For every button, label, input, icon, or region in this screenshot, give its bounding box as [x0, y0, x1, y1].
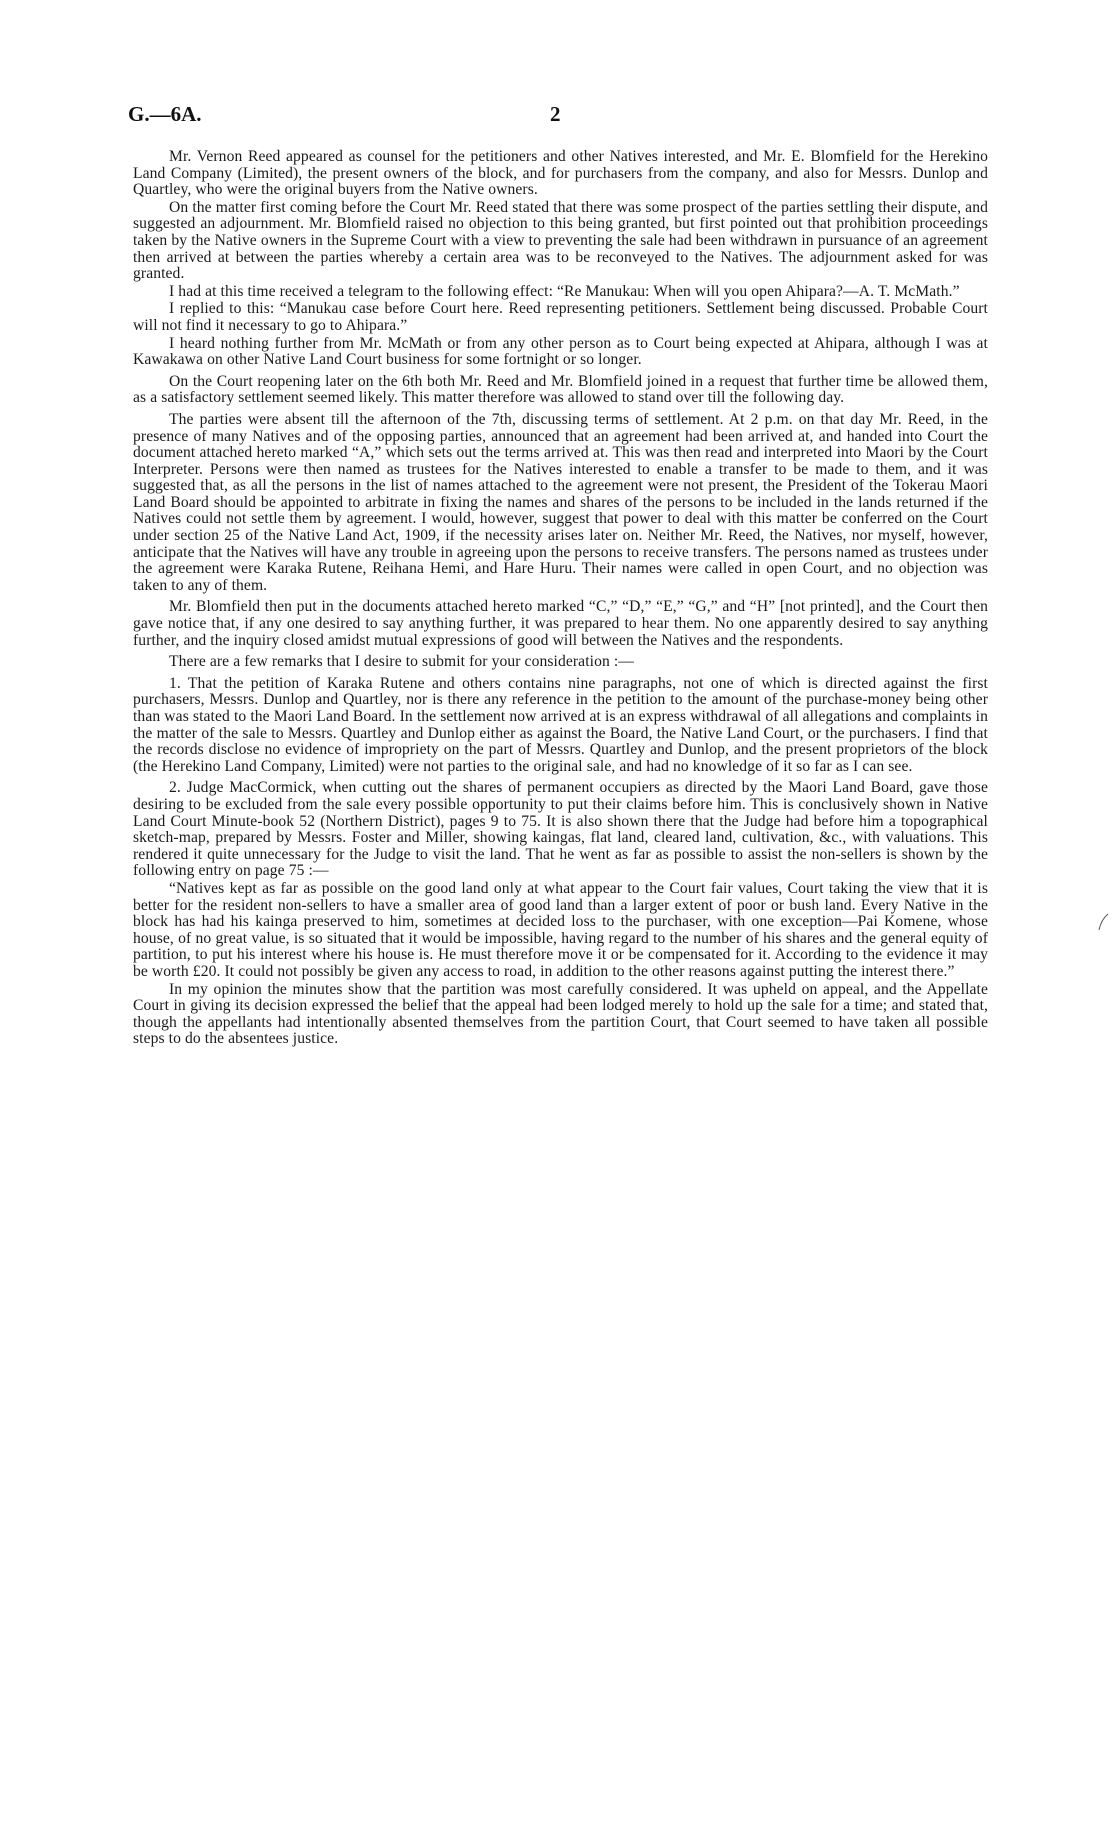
- paragraph-ahipara: I heard nothing further from Mr. McMath or from any other person as to Court being expected at Ahipara, although I was at Kawakawa on other Native Land Court business for some fortnight or so longer.: [133, 334, 988, 369]
- margin-mark: [1097, 912, 1109, 932]
- paragraph-documents: Mr. Blomfield then put in the documents attached hereto marked “C,” “D,” “E,” “G,” and “H” [not printed], and the Court then gave notice that, if any one desired to say anything further, it was prepared to hear them. No one apparently desired to say anything further, and the inquiry closed amidst mutual expressions of good will between the Natives and the respondents.: [133, 598, 988, 649]
- paragraph-remarks-intro: There are a few remarks that I desire to submit for your consideration :—: [169, 653, 634, 671]
- paragraph-remark-2: 2. Judge MacCormick, when cutting out the shares of permanent occupiers as directed by the Maori Land Board, gave those desiring to be excluded from the sale every possible opportunity to put their claims before him. This is conclusively shown in Native Land Court Minute-book 52 (Northern District), pages 9 to 75. It is also shown there that the Judge had before him a topographical sketch-map, prepared by Messrs. Foster and Miller, showing kaingas, flat land, cleared land, cultivation, &c., with valuations. This rendered it quite unnecessary for the Judge to visit the land. That he went as far as possible to assist the non-sellers is shown by the following entry on page 75 :—: [133, 779, 988, 880]
- paragraph-reply: I replied to this: “Manukau case before Court here. Reed representing petitioners. Settlement being discussed. Probable Court will not find it necessary to go to Ahipara.”: [133, 300, 988, 334]
- paragraph-telegram: I had at this time received a telegram to the following effect: “Re Manukau: When will you open Ahipara?—A. T. McMath.”: [169, 282, 960, 300]
- document-body: [133, 149, 988, 1053]
- paragraph-court-reopening: On the Court reopening later on the 6th both Mr. Reed and Mr. Blomfield joined in a request that further time be allowed them, as a satisfactory settlement seemed likely. This matter therefore was allowed to stand over till the following day.: [133, 372, 988, 407]
- paragraph-adjournment: On the matter first coming before the Court Mr. Reed stated that there was some prospect of the parties settling their dispute, and suggested an adjournment. Mr. Blomfield raised no objection to this being granted, but first pointed out that prohibition proceedings taken by the Native owners in the Supreme Court with a view to preventing the sale had been withdrawn in pursuance of an agreement then arrived at between the parties whereby a certain area was to be reconveyed to the Natives. The adjournment asked for was granted.: [133, 198, 988, 283]
- paragraph-minute-quote: “Natives kept as far as possible on the good land only at what appear to the Court fair values, Court taking the view that it is better for the resident non-sellers to have a smaller area of good land than a larger extent of poor or bush land. Every Native in the block has had his kainga preserved to him, sometimes at decided loss to the purchaser, with one exception—Pai Komene, whose house, of no great value, is so situated that it would be impossible, having regard to the number of his shares and the general equity of partition, to put his interest where his house is. He must therefore move it or be compensated for it. According to the evidence it may be worth £20. It could not possibly be given any access to road, in addition to the other reasons against putting the interest there.”: [133, 879, 988, 980]
- paragraph-agreement: The parties were absent till the afternoon of the 7th, discussing terms of settlement. At 2 p.m. on that day Mr. Reed, in the presence of many Natives and of the opposing parties, announced that an agreement had been arrived at, and handed into Court the document attached hereto marked “A,” which sets out the terms arrived at. This was then read and interpreted into Maori by the Court Interpreter. Persons were then named as trustees for the Natives interested to enable a transfer to be made to them, and it was suggested that, as all the persons in the list of names attached to the agreement were not present, the President of the Tokerau Maori Land Board should be appointed to arbitrate in fixing the names and shares of the persons to be included in the lands returned if the Natives could not settle them by agreement. I would, however, suggest that power to deal with this matter be conferred on the Court under section 25 of the Native Land Act, 1909, if the necessity arises later on. Neither Mr. Reed, the Natives, nor myself, however, anticipate that the Natives will have any trouble in agreeing upon the persons to receive transfers. The persons named as trustees under the agreement were Karaka Rutene, Reihana Hemi, and Hare Huru. Their names were called in open Court, and no objection was taken to any of them.: [133, 410, 988, 594]
- paragraph-remark-1: 1. That the petition of Karaka Rutene and others contains nine paragraphs, not one of which is directed against the first purchasers, Messrs. Dunlop and Quartley, nor is there any reference in the petition to the amount of the purchase-money being other than was stated to the Maori Land Board. In the settlement now arrived at is an express withdrawal of all allegations and complaints in the matter of the sale to Messrs. Quartley and Dunlop either as against the Board, the Native Land Court, or the purchasers. I find that the records disclose no evidence of impropriety on the part of Messrs. Quartley and Dunlop, and the present proprietors of the block (the Herekino Land Company, Limited) were not parties to the original sale, and had no knowledge of it so far as I can see.: [133, 674, 988, 775]
- document-reference: G.—6A.: [128, 102, 202, 126]
- paragraph-opinion: In my opinion the minutes show that the partition was most carefully considered. It was upheld on appeal, and the Appellate Court in giving its decision expressed the belief that the appeal had been lodged merely to hold up the sale for a time; and stated that, though the appellants had intentionally absented themselves from the partition Court, that Court seemed to have taken all possible steps to do the absentees justice.: [133, 980, 988, 1048]
- page-header: [128, 102, 998, 132]
- paragraph-counsel: Mr. Vernon Reed appeared as counsel for the petitioners and other Natives interested, and Mr. E. Blomfield for the Herekino Land Company (Limited), the present owners of the block, and for purchasers from the company, and also for Messrs. Dunlop and Quartley, who were the original buyers from the Native owners.: [133, 148, 988, 199]
- page-number: 2: [550, 102, 561, 126]
